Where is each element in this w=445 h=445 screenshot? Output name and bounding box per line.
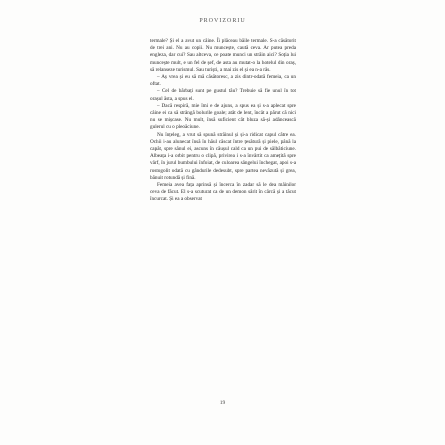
running-header: PROVIZORIU bbox=[199, 18, 246, 24]
paragraph: termale? Și el a avut un câine. Îi plăceau băile termale. S-a căsătorit de trei ani. Nu au copii. Nu muncește, caută ceva. Ar putea preda engleza, dar cui? Sau altceva, ce poate munci un străin aici? Soția lui muncește mult, e un fel de șef, de asta au mutat-o la hotelul din oraș, să relanseze turismul. Sau turiști, a mai zis el și ea n-a râs. bbox=[150, 38, 296, 73]
body-text bbox=[150, 38, 296, 204]
paragraph: Nu înțeleg, a vrut să spună străinul și și-a ridicat capul către ea. Ochii i-au alunecat însă în hăul căscat între țesătură și piele, până la capăt, spre sânul ei, ascuns în căușul cald ca un pui de sălbăticiune. Albeața i-a orbit pentru o clipă, privirea i s-a învârtit ca amețită spre vârf, în jurul bumbului înfoiat, de culoarea sângelui închegat, apoi s-a rostogolit odată cu gândurile dedesubt, spre partea nevăzută și grea, bănuit rotundă și fină. bbox=[150, 131, 296, 181]
page-number: 19 bbox=[219, 400, 226, 406]
paragraph: – Cel de bărbați sunt pe gustul tău? Trebuie să fie unul în tot orașul ăsta, a spus el. bbox=[150, 88, 296, 102]
paragraph: – Aș vrea și eu să mă căsătoresc, a zis dintr-odată femeia, ca un oftat. bbox=[150, 74, 296, 88]
paragraph: Femeia avea fața aprinsă și încerca în zadar să le dea mâinilor ceva de făcut. El s-a scuturat ca de un demon sârit în cârcă și a tăcut încurcat. Și ea a observat bbox=[150, 182, 296, 203]
paragraph: – Dacă respiră, mie îmi e de ajuns, a spus ea și s-a aplecat spre câine ei ca să strângă bolurile goale; atât de lent, încât a părut că nici nu se mișcase. Nu mult, însă suficient cât bluza să-și adâncească gulerul cu o pleoăciune. bbox=[150, 102, 296, 131]
